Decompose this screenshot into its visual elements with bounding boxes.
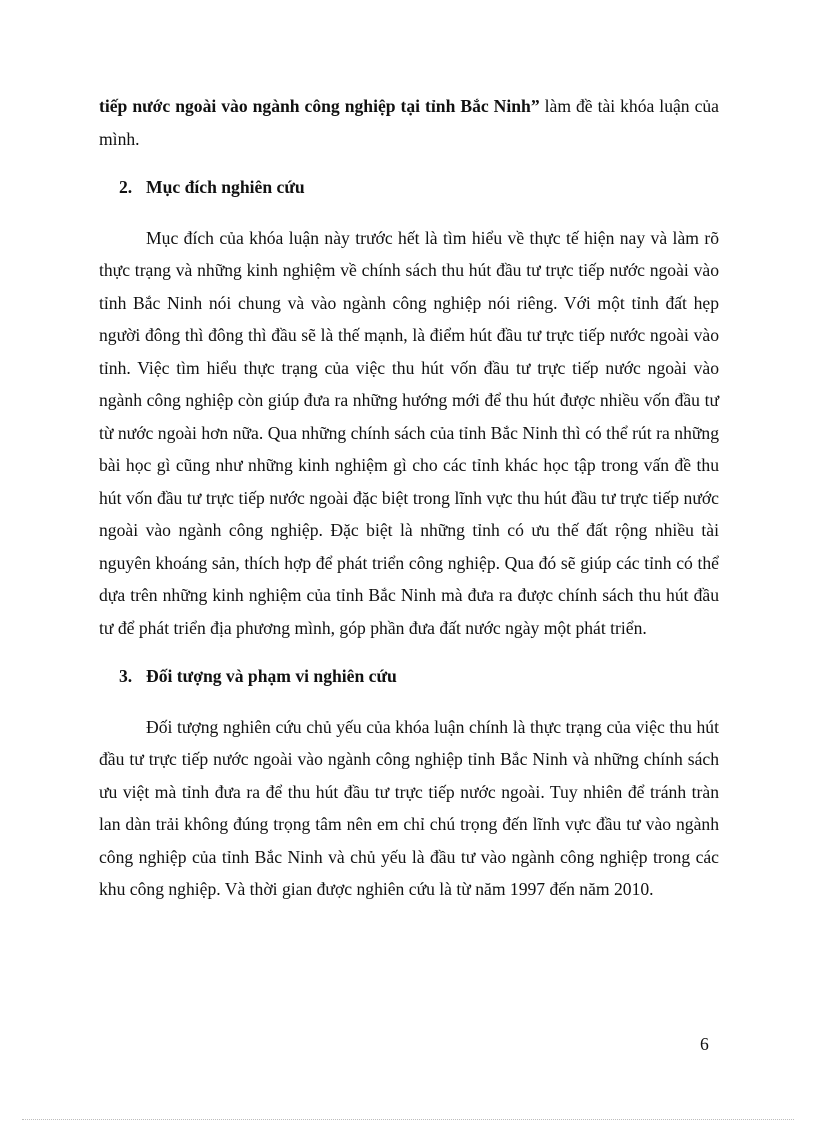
- intro-paragraph: [99, 90, 719, 155]
- section-3-heading: [99, 660, 719, 693]
- section-2-title: Mục đích nghiên cứu: [146, 177, 305, 197]
- section-3-title: Đối tượng và phạm vi nghiên cứu: [146, 666, 397, 686]
- intro-rest-text: làm đề tài khóa luận của mình.: [99, 96, 719, 149]
- intro-bold-text: tiếp nước ngoài vào ngành công nghiệp tại tỉnh Bắc Ninh”: [99, 96, 540, 116]
- section-3-paragraph: Đối tượng nghiên cứu chủ yếu của khóa luận chính là thực trạng của việc thu hút đầu tư trực tiếp nước ngoài vào ngành công nghiệp tỉnh Bắc Ninh và những chính sách ưu việt mà tỉnh đưa ra để thu hút đầu tư trực tiếp nước ngoài. Tuy nhiên để tránh tràn lan dàn trải không đúng trọng tâm nên em chỉ chú trọng đến lĩnh vực đầu tư vào ngành công nghiệp của tỉnh Bắc Ninh và chủ yếu là đầu tư vào ngành công nghiệp trong các khu công nghiệp. Và thời gian được nghiên cứu là từ năm 1997 đến năm 2010.: [99, 716, 719, 899]
- section-2-paragraph: Mục đích của khóa luận này trước hết là tìm hiểu về thực tế hiện nay và làm rõ thực trạng và những kinh nghiệm về chính sách thu hút đầu tư trực tiếp nước ngoài vào tỉnh Bắc Ninh nói chung và vào ngành công nghiệp nói riêng. Với một tỉnh đất hẹp người đông thì đông thì đầu sẽ là thế mạnh, là điểm hút đầu tư trực tiếp nước ngoài vào tỉnh. Việc tìm hiểu thực trạng của việc thu hút vốn đầu tư trực tiếp nước ngoài vào ngành công nghiệp còn giúp đưa ra những hướng mới để thu hút được nhiều vốn đầu tư từ nước ngoài hơn nữa. Qua những chính sách của tỉnh Bắc Ninh thì có thể rút ra những bài học gì cũng như những kinh nghiệm gì cho các tỉnh khác học tập trong vấn đề thu hút vốn đầu tư trực tiếp nước ngoài đặc biệt trong lĩnh vực thu hút đầu tư trực tiếp nước ngoài vào ngành công nghiệp. Đặc biệt là những tỉnh có ưu thế đất rộng nhiều tài nguyên khoáng sản, thích hợp để phát triển công nghiệp. Qua đó sẽ giúp các tỉnh có thể dựa trên những kinh nghiệm của tỉnh Bắc Ninh mà đưa ra được chính sách thu hút đầu tư để phát triển địa phương mình, góp phần đưa đất nước ngày một phát triển.: [99, 227, 719, 638]
- page-number: 6: [700, 1034, 709, 1054]
- page-bottom-divider: [22, 1119, 794, 1120]
- section-3-number: 3.: [119, 666, 133, 686]
- section-2-number: 2.: [119, 177, 133, 197]
- section-2-heading: [99, 171, 719, 204]
- document-page: [99, 90, 719, 906]
